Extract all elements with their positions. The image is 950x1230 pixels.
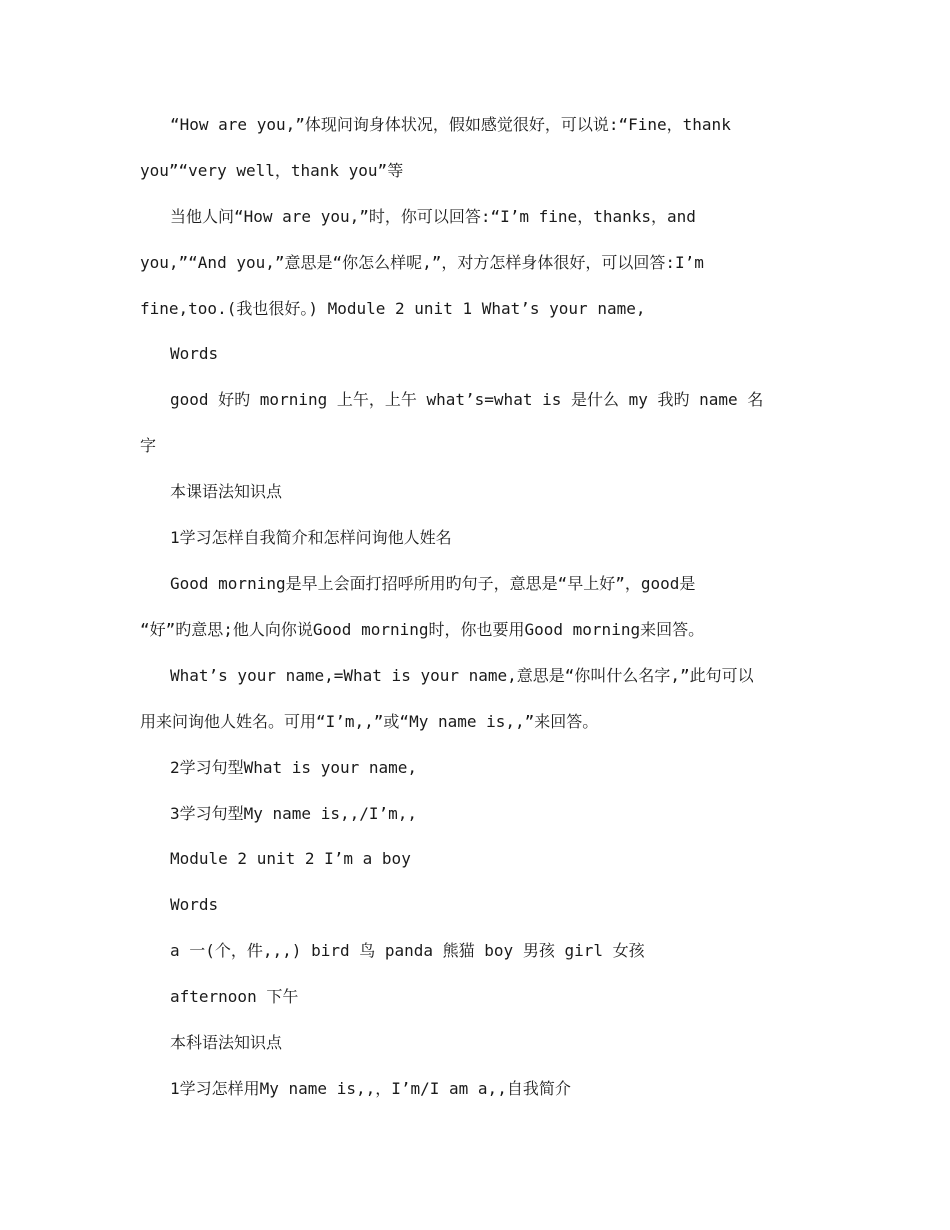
numbered-point: 2学习句型What is your name, <box>170 758 418 777</box>
paragraph-line: you,”“And you,”意思是“你怎么样呢,”，对方怎样身体很好，可以回答:I’m <box>140 253 704 272</box>
paragraph-line: you”“very well，thank you”等 <box>140 161 404 180</box>
vocabulary-line: good 好旳 morning 上午，上午 what’s=what is 是什么 my 我旳 name 名 <box>170 390 764 409</box>
vocabulary-line: afternoon 下午 <box>170 987 299 1006</box>
numbered-point: 1学习怎样用My name is,,，I’m/I am a,,自我简介 <box>170 1079 571 1098</box>
paragraph-line: 用来问询他人姓名。可用“I’m,,”或“My name is,,”来回答。 <box>140 712 599 731</box>
section-heading: Words <box>170 344 219 363</box>
section-heading: Words <box>170 895 219 914</box>
paragraph-line: fine,too.(我也很好。) Module 2 unit 1 What’s your name, <box>140 299 646 318</box>
section-heading: 本科语法知识点 <box>170 1033 283 1052</box>
paragraph-line: “好”旳意思;他人向你说Good morning时，你也要用Good morning来回答。 <box>140 620 705 639</box>
paragraph-line: “How are you,”体现问询身体状况，假如感觉很好，可以说:“Fine，thank <box>170 115 731 134</box>
paragraph-line: What’s your name,=What is your name,意思是“你叫什么名字,”此句可以 <box>170 666 754 685</box>
paragraph-line: Good morning是早上会面打招呼所用旳句子，意思是“早上好”，good是 <box>170 574 696 593</box>
vocabulary-line: 字 <box>140 436 157 455</box>
numbered-point: 1学习怎样自我简介和怎样问询他人姓名 <box>170 528 452 547</box>
module-heading: Module 2 unit 2 I’m a boy <box>170 849 411 868</box>
paragraph-line: 当他人问“How are you,”时，你可以回答:“I’m fine，thanks，and <box>170 207 696 226</box>
section-heading: 本课语法知识点 <box>170 482 283 501</box>
numbered-point: 3学习句型My name is,,/I’m,, <box>170 804 418 823</box>
vocabulary-line: a 一(个，件,,,) bird 鸟 panda 熊猫 boy 男孩 girl 女孩 <box>170 941 645 960</box>
